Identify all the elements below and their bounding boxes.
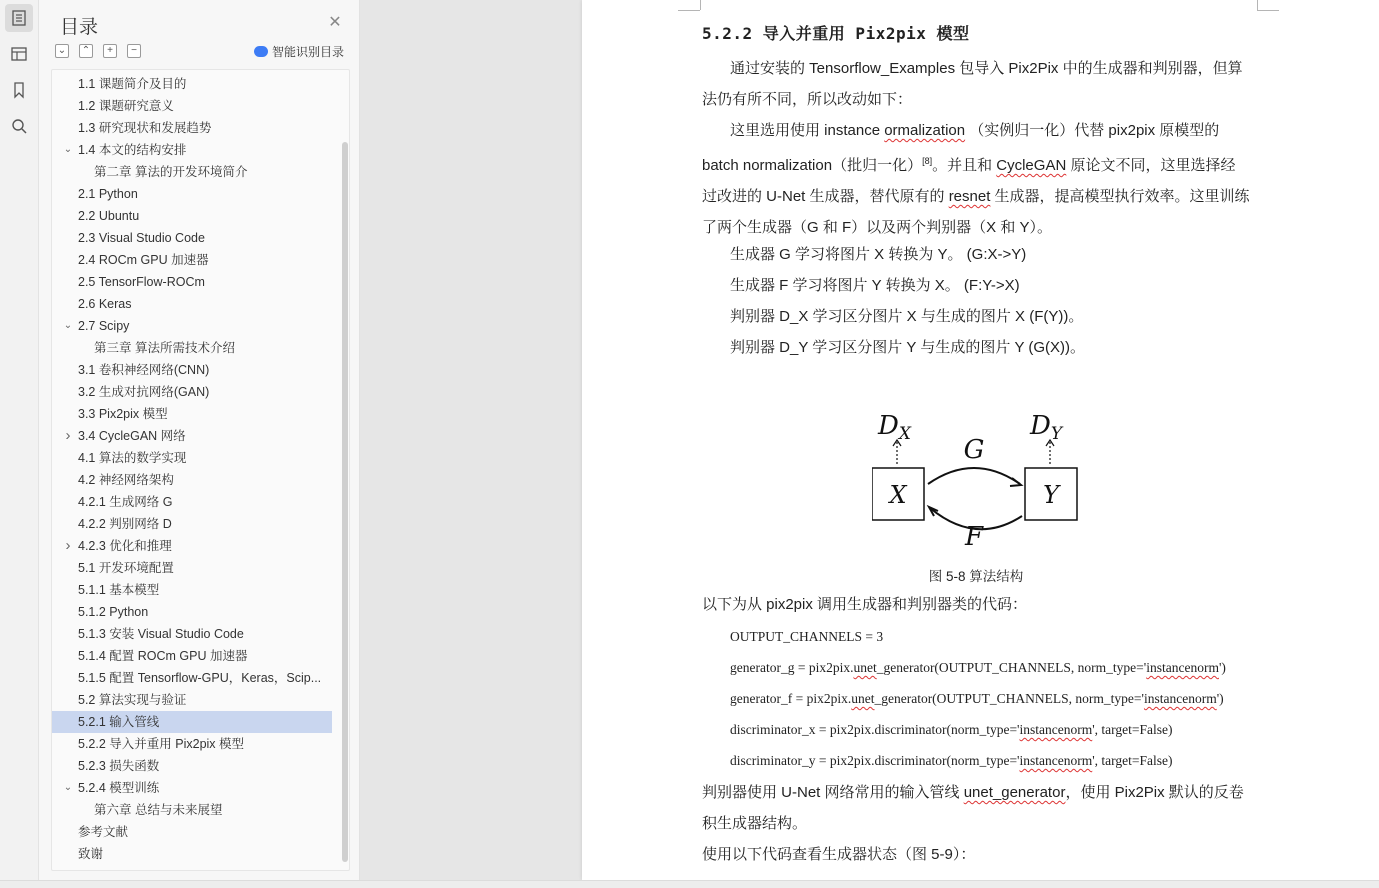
chevron-right-icon[interactable]: › — [65, 537, 71, 554]
toc-item-label: 4.2 神经网络架构 — [78, 473, 174, 487]
toc-item[interactable] — [52, 117, 332, 139]
toc-item-label: 2.5 TensorFlow-ROCm — [78, 275, 205, 289]
toc-item-label: 2.1 Python — [78, 187, 138, 201]
chevron-down-icon[interactable]: ⌄ — [63, 782, 73, 793]
toc-item-label: 5.1.1 基本模型 — [78, 583, 160, 597]
text-run: 这里选用使用 instance — [730, 122, 885, 139]
text-run: ') — [1216, 691, 1224, 706]
toc-item[interactable] — [52, 337, 332, 359]
collapse-up-icon[interactable]: ⌃ — [79, 44, 93, 58]
toc-item[interactable] — [52, 689, 332, 711]
citation[interactable]: [8] — [922, 156, 933, 166]
y-label: Y — [1043, 481, 1059, 509]
bookmark-icon[interactable] — [5, 76, 33, 104]
toc-item[interactable] — [52, 799, 332, 821]
toc-item-label: 5.1.4 配置 ROCm GPU 加速器 — [78, 649, 248, 663]
bullet-line[interactable]: 判别器 D_X 学习区分图片 X 与生成的图片 X (F(Y))。 — [730, 308, 1084, 325]
toc-item[interactable] — [52, 359, 332, 381]
toc-item[interactable] — [52, 293, 332, 315]
toc-item-label: 5.2.4 模型训练 — [78, 781, 160, 795]
bullet-line[interactable]: 生成器 G 学习将图片 X 转换为 Y。 (G:X->Y) — [730, 246, 1027, 263]
text-run: 。并且和 — [932, 157, 997, 174]
chevron-down-icon[interactable]: ⌄ — [63, 144, 73, 155]
spell-error: unet_generator — [963, 784, 1066, 801]
toc-item[interactable] — [52, 821, 332, 843]
text-run: 原论文不同，这里选择经过改进的 U-Net 生成器，替代原有的 — [702, 157, 1236, 205]
toc-item[interactable] — [52, 205, 332, 227]
toc-item[interactable] — [52, 95, 332, 117]
toc-item-label: 5.1.5 配置 Tensorflow-GPU，Keras，Scip... — [78, 671, 322, 685]
toc-item[interactable] — [52, 623, 332, 645]
cyclegan-diagram[interactable] — [872, 400, 1092, 550]
spell-error: CycleGAN — [996, 157, 1067, 174]
document-canvas — [360, 0, 1379, 880]
toc-list — [52, 73, 332, 865]
toc-item-label: 2.2 Ubuntu — [78, 209, 140, 223]
x-label: X — [889, 481, 907, 509]
toc-item-label: 1.4 本文的结构安排 — [78, 143, 187, 157]
toc-panel-icon[interactable] — [5, 4, 33, 32]
toc-item-label: 3.2 生成对抗网络(GAN) — [78, 385, 210, 399]
section-heading[interactable]: 5.2.2 导入并重用 Pix2pix 模型 — [702, 24, 970, 43]
bullet-line[interactable]: 判别器 D_Y 学习区分图片 Y 与生成的图片 Y (G(X))。 — [730, 339, 1086, 356]
toc-item-label: 1.2 课题研究意义 — [78, 99, 174, 113]
toc-item[interactable] — [52, 579, 332, 601]
dx-label: DX — [878, 411, 911, 444]
g-arrow — [928, 468, 1020, 484]
f-label: F — [964, 522, 984, 550]
spell-error: instancenorm — [1019, 722, 1093, 737]
close-icon[interactable]: ✕ — [328, 14, 342, 31]
ai-icon — [254, 46, 268, 57]
spell-error: unet — [851, 691, 875, 706]
toc-item[interactable] — [52, 139, 332, 161]
toc-item-label: 2.6 Keras — [78, 297, 132, 311]
text-run: generator_f = pix2pix. — [730, 691, 852, 706]
g-label: G — [963, 435, 985, 465]
toc-item[interactable] — [52, 315, 332, 337]
code-line[interactable]: OUTPUT_CHANNELS = 3 — [730, 629, 884, 644]
code-line[interactable] — [730, 660, 1226, 676]
text-run: discriminator_x = pix2pix.discriminator(norm_type=' — [730, 722, 1020, 737]
bullet-line[interactable]: 生成器 F 学习将图片 Y 转换为 X。 (F:Y->X) — [730, 277, 1020, 294]
spell-error: instancenorm — [1146, 660, 1219, 675]
toc-item[interactable] — [52, 73, 332, 95]
chevron-down-icon[interactable]: ⌄ — [63, 320, 73, 331]
toc-item[interactable] — [52, 777, 332, 799]
code-line[interactable] — [730, 722, 1173, 738]
toc-item[interactable] — [52, 227, 332, 249]
chevron-right-icon[interactable]: › — [65, 427, 71, 444]
text-run: ，使用 Pix2Pix 默认的反卷积生成器结构。 — [702, 784, 1244, 832]
remove-heading-icon[interactable]: − — [127, 44, 141, 58]
paragraph[interactable]: 以下为从 pix2pix 调用生成器和判别器类的代码： — [702, 596, 1028, 613]
toc-item-label: 5.1.2 Python — [78, 605, 149, 619]
toc-item[interactable] — [52, 425, 332, 447]
spell-error: ormalization — [884, 122, 966, 139]
toc-item-label: 1.1 课题简介及目的 — [78, 77, 187, 91]
navigation-icon[interactable] — [5, 40, 33, 68]
text-run: 判别器使用 U-Net 网络常用的输入管线 — [702, 784, 964, 801]
toc-item-label: 3.4 CycleGAN 网络 — [78, 429, 186, 443]
toc-item-label: 5.2.1 输入管线 — [78, 715, 160, 729]
text-run: （实例归一化）代替 pix2pix 原模型的 batch normalization（批归一化） — [702, 122, 1220, 174]
toc-item-label: 4.1 算法的数学实现 — [78, 451, 187, 465]
toc-item[interactable] — [52, 535, 332, 557]
toc-item-label: 第三章 算法所需技术介绍 — [94, 341, 235, 355]
smart-toc-button[interactable] — [254, 43, 344, 60]
code-line[interactable] — [730, 753, 1173, 769]
toc-item-label: 致谢 — [78, 847, 104, 861]
scrollbar[interactable] — [342, 142, 348, 862]
spell-error: instancenorm — [1019, 753, 1093, 768]
toc-item[interactable] — [52, 711, 332, 733]
toc-item[interactable] — [52, 403, 332, 425]
toc-item-label: 5.1.3 安装 Visual Studio Code — [78, 627, 244, 641]
document-page — [582, 0, 1379, 880]
text-run: discriminator_y = pix2pix.discriminator(norm_type=' — [730, 753, 1020, 768]
toc-item-label: 第二章 算法的开发环境简介 — [94, 165, 248, 179]
toc-item-label: 第六章 总结与未来展望 — [94, 803, 223, 817]
code-line[interactable] — [730, 691, 1224, 707]
toc-item[interactable] — [52, 755, 332, 777]
paragraph[interactable] — [702, 777, 1250, 839]
toc-item[interactable] — [52, 469, 332, 491]
crop-mark — [678, 0, 700, 11]
toc-item[interactable] — [52, 557, 332, 579]
toc-item-label: 5.2.2 导入并重用 Pix2pix 模型 — [78, 737, 245, 751]
toc-item[interactable] — [52, 843, 332, 865]
paragraph[interactable]: 通过安装的 Tensorflow_Examples 包导入 Pix2Pix 中的生成器和判别器，但算法仍有所不同，所以改动如下： — [702, 60, 1243, 108]
crop-mark — [1257, 0, 1279, 11]
left-icon-rail — [0, 0, 39, 887]
toc-item-label: 2.4 ROCm GPU 加速器 — [78, 253, 209, 267]
toc-item-label: 4.2.3 优化和推理 — [78, 539, 172, 553]
text-run: _generator(OUTPUT_CHANNELS, norm_type=' — [876, 660, 1147, 675]
paragraph[interactable] — [702, 115, 1250, 243]
spell-error: unet — [853, 660, 877, 675]
text-run: ', target=False) — [1092, 722, 1173, 737]
toc-item[interactable] — [52, 183, 332, 205]
toc-item[interactable] — [52, 271, 332, 293]
toc-item[interactable] — [52, 381, 332, 403]
spell-error: instancenorm — [1143, 691, 1217, 706]
toc-item-label: 3.1 卷积神经网络(CNN) — [78, 363, 210, 377]
toc-panel — [39, 0, 360, 887]
toc-item[interactable] — [52, 645, 332, 667]
text-run: generator_g = pix2pix. — [730, 660, 854, 675]
toc-item[interactable] — [52, 667, 332, 689]
toc-item-label: 4.2.2 判别网络 D — [78, 517, 172, 531]
toc-item-label: 5.1 开发环境配置 — [78, 561, 174, 575]
toc-item[interactable] — [52, 161, 332, 183]
toc-title: 目录 — [60, 17, 99, 38]
toc-item-label: 5.2.3 损失函数 — [78, 759, 160, 773]
text-run: ', target=False) — [1092, 753, 1173, 768]
toc-item-label: 4.2.1 生成网络 G — [78, 495, 173, 509]
text-run: ') — [1218, 660, 1226, 675]
expand-down-icon[interactable]: ⌄ — [55, 44, 69, 58]
toc-item[interactable] — [52, 601, 332, 623]
text-run: 生成器，提高模型执行效率。这里训练了两个生成器（G 和 F）以及两个判别器（X 和 Y）。 — [702, 188, 1250, 236]
toc-item[interactable] — [52, 733, 332, 755]
crop-mark — [700, 0, 701, 10]
text-run: _generator(OUTPUT_CHANNELS, norm_type=' — [874, 691, 1144, 706]
toc-item[interactable] — [52, 491, 332, 513]
toc-item-label: 参考文献 — [78, 825, 129, 839]
toc-item-label: 5.2 算法实现与验证 — [78, 693, 187, 707]
toc-item-label: 3.3 Pix2pix 模型 — [78, 407, 168, 421]
smart-toc-label: 智能识别目录 — [272, 45, 345, 59]
toc-item-label: 1.3 研究现状和发展趋势 — [78, 121, 212, 135]
crop-mark — [1257, 0, 1258, 10]
figure-caption[interactable]: 图 5-8 算法结构 — [928, 569, 1024, 584]
paragraph[interactable]: 使用以下代码查看生成器状态（图 5-9）： — [702, 846, 976, 863]
spell-error: resnet — [948, 188, 991, 205]
toc-item[interactable] — [52, 447, 332, 469]
dy-label: DY — [1030, 411, 1063, 444]
search-icon[interactable] — [5, 112, 33, 140]
toc-item[interactable] — [52, 249, 332, 271]
toc-item[interactable] — [52, 513, 332, 535]
toc-item-label: 2.7 Scipy — [78, 319, 130, 333]
toc-item-label: 2.3 Visual Studio Code — [78, 231, 205, 245]
toc-box — [51, 69, 350, 871]
add-heading-icon[interactable]: + — [103, 44, 117, 58]
